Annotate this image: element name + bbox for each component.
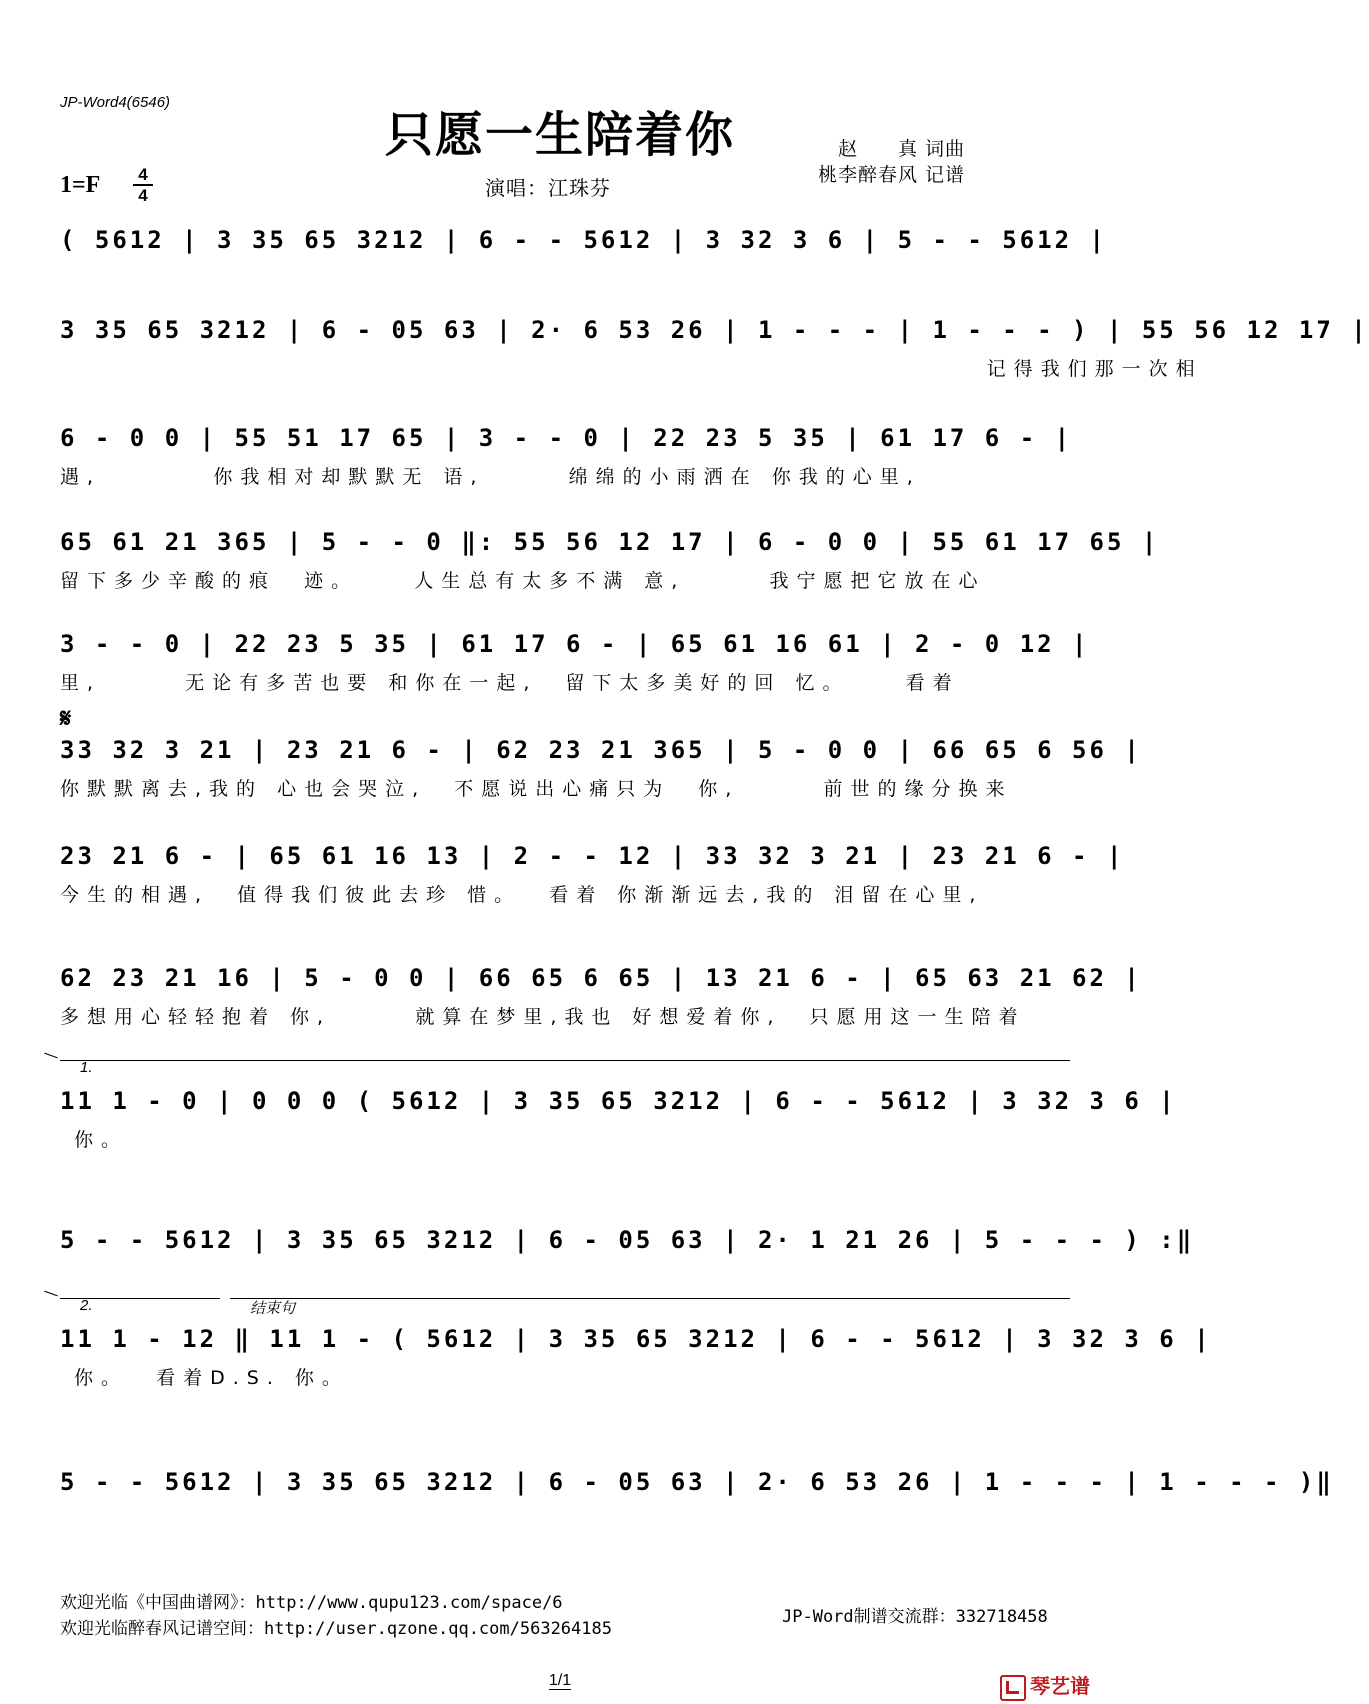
song-title: 只愿一生陪着你 <box>384 107 735 163</box>
logo-icon <box>1000 1675 1026 1701</box>
notation-line: 23 21 6 - | 65 61 16 13 | 2 - - 12 | 33 32 3 21 | 23 21 6 - | <box>60 842 1125 870</box>
score-system-1 <box>60 222 1107 258</box>
score-system-3 <box>60 420 1073 489</box>
lyric-line: 多想用心轻轻抱着 你, 就算在梦里,我也 好想爱着你, 只愿用这一生陪着 <box>60 1006 1026 1028</box>
notation-line: 5 - - 5612 | 3 35 65 3212 | 6 - 05 63 | 2· 6 53 26 | 1 - - - | 1 - - - )‖ <box>60 1468 1334 1496</box>
coda-bracket <box>230 1298 1070 1317</box>
footer-group: JP-Word制谱交流群：332718458 <box>782 1607 1048 1627</box>
key-signature: 1=F <box>60 172 101 198</box>
footer-link-2: 欢迎光临醉春风记谱空间：http://user.qzone.qq.com/563264185 <box>60 1619 612 1639</box>
lyric-line: 留下多少辛酸的痕 迹。 人生总有太多不满 意, 我宁愿把它放在心 <box>60 570 986 592</box>
notation-line: 62 23 21 16 | 5 - 0 0 | 66 65 6 65 | 13 21 6 - | 65 63 21 62 | <box>60 964 1142 992</box>
score-system-10 <box>60 1222 1195 1258</box>
footer-link-1: 欢迎光临《中国曲谱网》：http://www.qupu123.com/space/6 <box>60 1593 563 1613</box>
lyric-line: 你。 看着D.S. 你。 <box>60 1367 349 1389</box>
second-ending-label: 2. <box>80 1297 93 1314</box>
coda-label: 结束句 <box>250 1300 296 1317</box>
score-system-12 <box>60 1464 1334 1500</box>
lyric-line: 里, 无论有多苦也要 和你在一起, 留下太多美好的回 忆。 看着 <box>60 672 960 694</box>
score-system-9 <box>60 1059 1177 1152</box>
score-system-8 <box>60 960 1142 1029</box>
score-system-2 <box>60 312 1369 381</box>
notation-line: 11 1 - 0 | 0 0 0 ( 5612 | 3 35 65 3212 | 6 - - 5612 | 3 32 3 6 | <box>60 1087 1177 1115</box>
time-signature <box>128 166 158 204</box>
transcriber-credit: 桃李醉春风 记谱 <box>818 164 966 186</box>
lyric-line: 今生的相遇, 值得我们彼此去珍 惜。 看着 你渐渐远去,我的 泪留在心里, <box>60 884 984 906</box>
notation-line: 6 - 0 0 | 55 51 17 65 | 3 - - 0 | 22 23 5 35 | 61 17 6 - | <box>60 424 1073 452</box>
lyric-line: 记得我们那一次相 <box>60 358 1203 380</box>
site-logo <box>1000 1670 1090 1701</box>
meter-top: 4 <box>138 165 148 184</box>
notation-line: 5 - - 5612 | 3 35 65 3212 | 6 - 05 63 | 2· 1 21 26 | 5 - - - ) :‖ <box>60 1226 1195 1254</box>
score-system-4 <box>60 524 1160 593</box>
notation-line: 3 35 65 3212 | 6 - 05 63 | 2· 6 53 26 | 1 - - - | 1 - - - ) | 55 56 12 17 | <box>60 316 1369 344</box>
second-ending-bracket <box>60 1297 220 1314</box>
singer-label: 演唱：江珠芬 <box>485 176 611 200</box>
notation-line: 11 1 - 12 ‖ 11 1 - ( 5612 | 3 35 65 3212 | 6 - - 5612 | 3 32 3 6 | <box>60 1325 1212 1353</box>
notation-line: ( 5612 | 3 35 65 3212 | 6 - - 5612 | 3 32 3 6 | 5 - - 5612 | <box>60 226 1107 254</box>
volta-hook <box>44 1053 57 1059</box>
lyric-line: 遇, 你我相对却默默无 语, 绵绵的小雨洒在 你我的心里, <box>60 466 921 488</box>
page-number-text: 1/1 <box>548 1672 572 1689</box>
lyric-line: 你默默离去,我的 心也会哭泣, 不愿说出心痛只为 你, 前世的缘分换来 <box>60 778 1013 800</box>
logo-text: 琴艺谱 <box>1030 1674 1090 1698</box>
volta-hook <box>44 1291 57 1297</box>
lyricist-credit: 赵 真 词曲 <box>838 138 966 160</box>
meter-bottom: 4 <box>138 186 148 205</box>
score-system-6 <box>60 704 1142 801</box>
score-system-5 <box>60 626 1090 695</box>
notation-line: 3 - - 0 | 22 23 5 35 | 61 17 6 - | 65 61 16 61 | 2 - 0 12 | <box>60 630 1090 658</box>
notation-line: 65 61 21 365 | 5 - - 0 ‖: 55 56 12 17 | 6 - 0 0 | 55 61 17 65 | <box>60 528 1160 556</box>
score-system-7 <box>60 838 1125 907</box>
segno-sign: 𝄋 <box>60 704 72 734</box>
lyric-line: 你。 <box>60 1129 129 1151</box>
software-label: JP-Word4(6546) <box>60 94 171 111</box>
notation-line: 33 32 3 21 | 23 21 6 - | 62 23 21 365 | 5 - 0 0 | 66 65 6 56 | <box>60 736 1142 764</box>
first-ending-label: 1. <box>80 1059 93 1076</box>
first-ending-bracket <box>60 1059 1070 1076</box>
page-number <box>0 1672 1120 1690</box>
score-system-11 <box>60 1297 1212 1390</box>
